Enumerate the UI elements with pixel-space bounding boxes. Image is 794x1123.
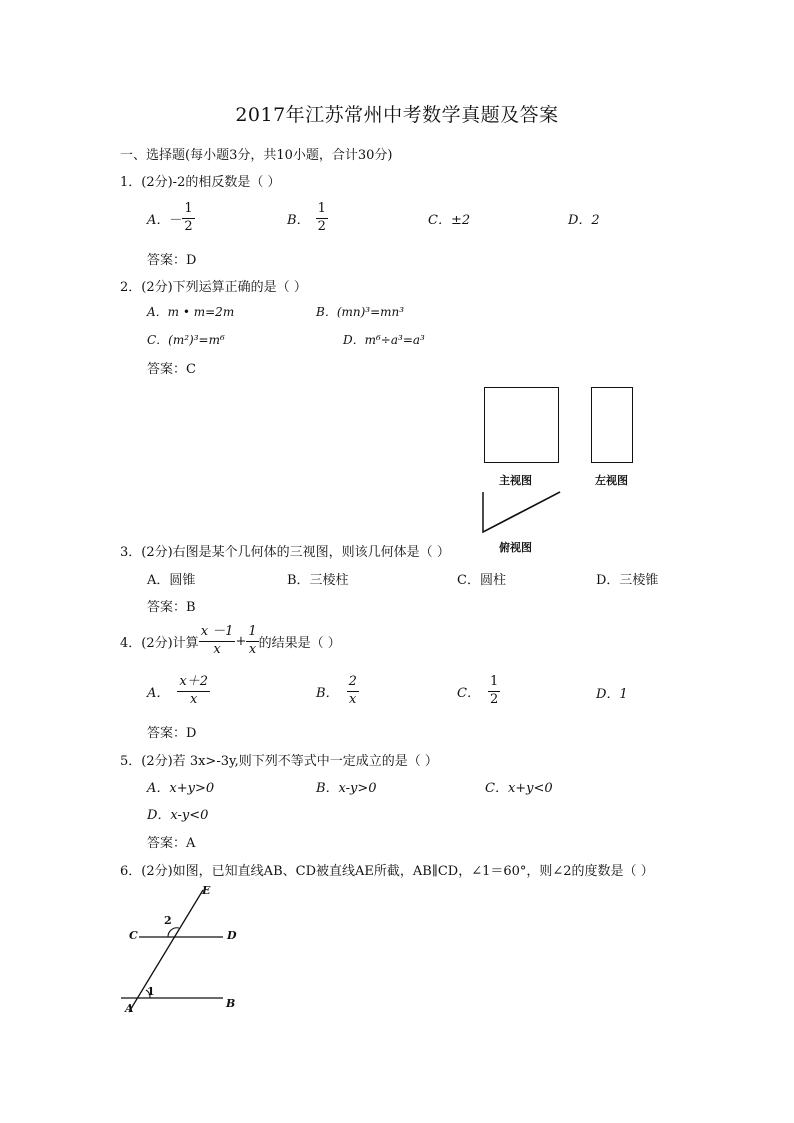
q1-option-d: D．2: [568, 213, 600, 228]
label-b: B: [226, 997, 236, 1010]
q1-option-c: C．±2: [428, 213, 471, 228]
q2-option-a: A．m • m=2m: [147, 305, 235, 319]
q5-option-a: A．x+y>0: [147, 781, 215, 796]
q4-option-d: D．1: [596, 687, 628, 702]
top-view-triangle: [480, 490, 564, 534]
q5-option-b: B．x-y>0: [316, 781, 377, 796]
q4-option-c: C． $\frac{1}{2}$: [457, 674, 499, 707]
q6-stem: 6．(2分)如图，已知直线AB、CD被直线AE所截，AB∥CD，∠1＝60°，则∠2的度数是（ ）: [120, 864, 654, 879]
label-a: A: [125, 1002, 134, 1015]
label-angle-1: 1: [147, 985, 155, 998]
left-view-label: 左视图: [595, 474, 628, 487]
label-c: C: [129, 929, 138, 942]
label-angle-2: 2: [164, 914, 172, 927]
q5-option-c: C．x+y<0: [485, 781, 553, 796]
top-view-label: 俯视图: [499, 541, 532, 554]
label-e: E: [202, 884, 211, 897]
q3-option-b: B．三棱柱: [287, 573, 349, 588]
q2-stem: 2．(2分)下列运算正确的是（ ）: [120, 280, 307, 295]
q3-option-c: C．圆柱: [457, 573, 506, 588]
q1-stem: 1．(2分)-2的相反数是（ ）: [120, 175, 281, 190]
q3-answer: 答案：B: [147, 600, 196, 615]
q5-answer: 答案：A: [147, 836, 196, 851]
q4-option-a: A． $\frac{x+2}{x}$: [147, 674, 208, 707]
q4-stem: 4．(2分)计算 $\frac{x -1}{x}$ + $\frac{1}{x}$ 的结果是（ ）: [120, 624, 341, 657]
q2-option-b: B．(mn)³=mn³: [316, 305, 405, 319]
front-view-square: [484, 387, 559, 463]
q4-option-b: B． $\frac{2}{x}$: [316, 674, 357, 707]
q3-option-a: A．圆锥: [147, 573, 196, 588]
q3-option-d: D．三棱锥: [596, 573, 659, 588]
front-view-label: 主视图: [499, 474, 532, 487]
page-title: 2017年江苏常州中考数学真题及答案: [235, 104, 559, 126]
q1-answer: 答案：D: [147, 253, 197, 268]
q5-stem: 5．(2分)若 3x>-3y,则下列不等式中一定成立的是（ ）: [120, 754, 438, 769]
line-ae: [129, 890, 203, 1012]
q2-option-c: C．(m²)³=m⁶: [147, 333, 225, 347]
q5-option-d: D．x-y<0: [147, 808, 209, 823]
q1-option-b: B． $\frac{1}{2}$: [287, 201, 326, 234]
section-heading: 一、选择题(每小题3分，共10小题，合计30分): [120, 148, 393, 163]
q2-answer: 答案：C: [147, 362, 196, 377]
label-d: D: [227, 929, 237, 942]
q2-option-d: D．m⁶÷a³=a³: [343, 333, 425, 347]
left-view-rectangle: [591, 387, 633, 463]
q4-answer: 答案：D: [147, 726, 197, 741]
q1-option-a: A． － $\frac{1}{2}$: [147, 201, 193, 234]
q3-stem: 3．(2分)右图是某个几何体的三视图，则该几何体是（ ）: [120, 545, 450, 560]
